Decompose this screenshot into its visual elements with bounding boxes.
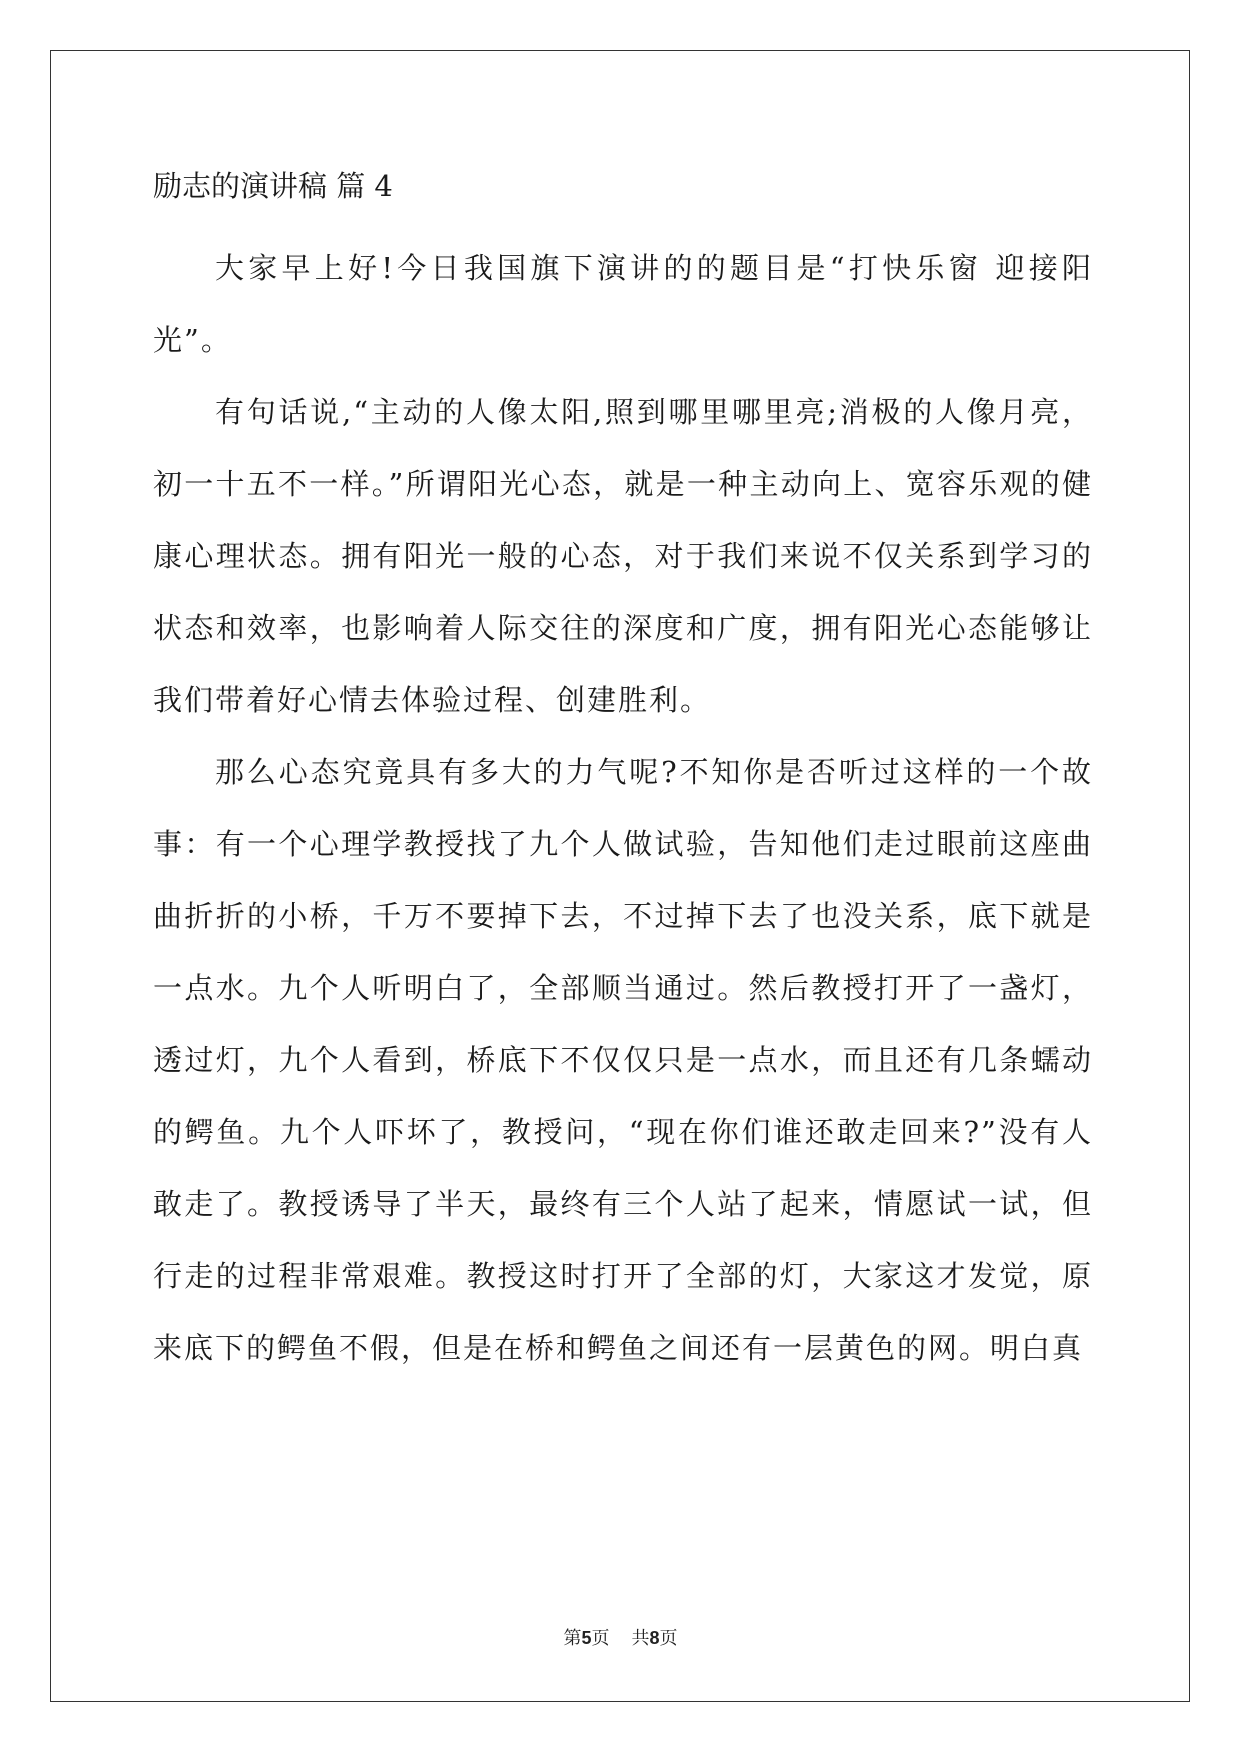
- footer-total-prefix: 共: [631, 1628, 650, 1649]
- page-footer: [0, 1626, 1241, 1651]
- footer-total-suffix: 页: [659, 1628, 678, 1649]
- paragraph-2: 有句话说,“主动的人像太阳,照到哪里哪里亮;消极的人像月亮，初一十五不一样。”所谓阳光心态，就是一种主动向上、宽容乐观的健康心理状态。拥有阳光一般的心态，对于我们来说不仅关系到学习的状态和效率，也影响着人际交往的深度和广度，拥有阳光心态能够让我们带着好心情去体验过程、创建胜利。: [153, 395, 1093, 717]
- paragraph-1: 大家早上好!今日我国旗下演讲的的题目是“打快乐窗 迎接阳光”。: [153, 251, 1093, 357]
- footer-page-number: 5: [581, 1628, 592, 1648]
- footer-page-suffix: 页: [591, 1628, 610, 1649]
- paragraph-3: 那么心态究竟具有多大的力气呢?不知你是否听过这样的一个故事：有一个心理学教授找了九个人做试验，告知他们走过眼前这座曲曲折折的小桥，千万不要掉下去，不过掉下去了也没关系，底下就是一点水。九个人听明白了，全部顺当通过。然后教授打开了一盏灯，透过灯，九个人看到，桥底下不仅仅只是一点水，而且还有几条蠕动的鳄鱼。九个人吓坏了，教授问，“现在你们谁还敢走回来?”没有人敢走了。教授诱导了半天，最终有三个人站了起来，情愿试一试，但行走的过程非常艰难。教授这时打开了全部的灯，大家这才发觉，原来底下的鳄鱼不假，但是在桥和鳄鱼之间还有一层黄色的网。明白真: [153, 755, 1093, 1365]
- document-title: 励志的演讲稿 篇 4: [153, 169, 393, 203]
- footer-total-pages: 8: [649, 1628, 660, 1648]
- document-body: [153, 171, 1093, 1384]
- footer-prefix: 第: [563, 1628, 582, 1649]
